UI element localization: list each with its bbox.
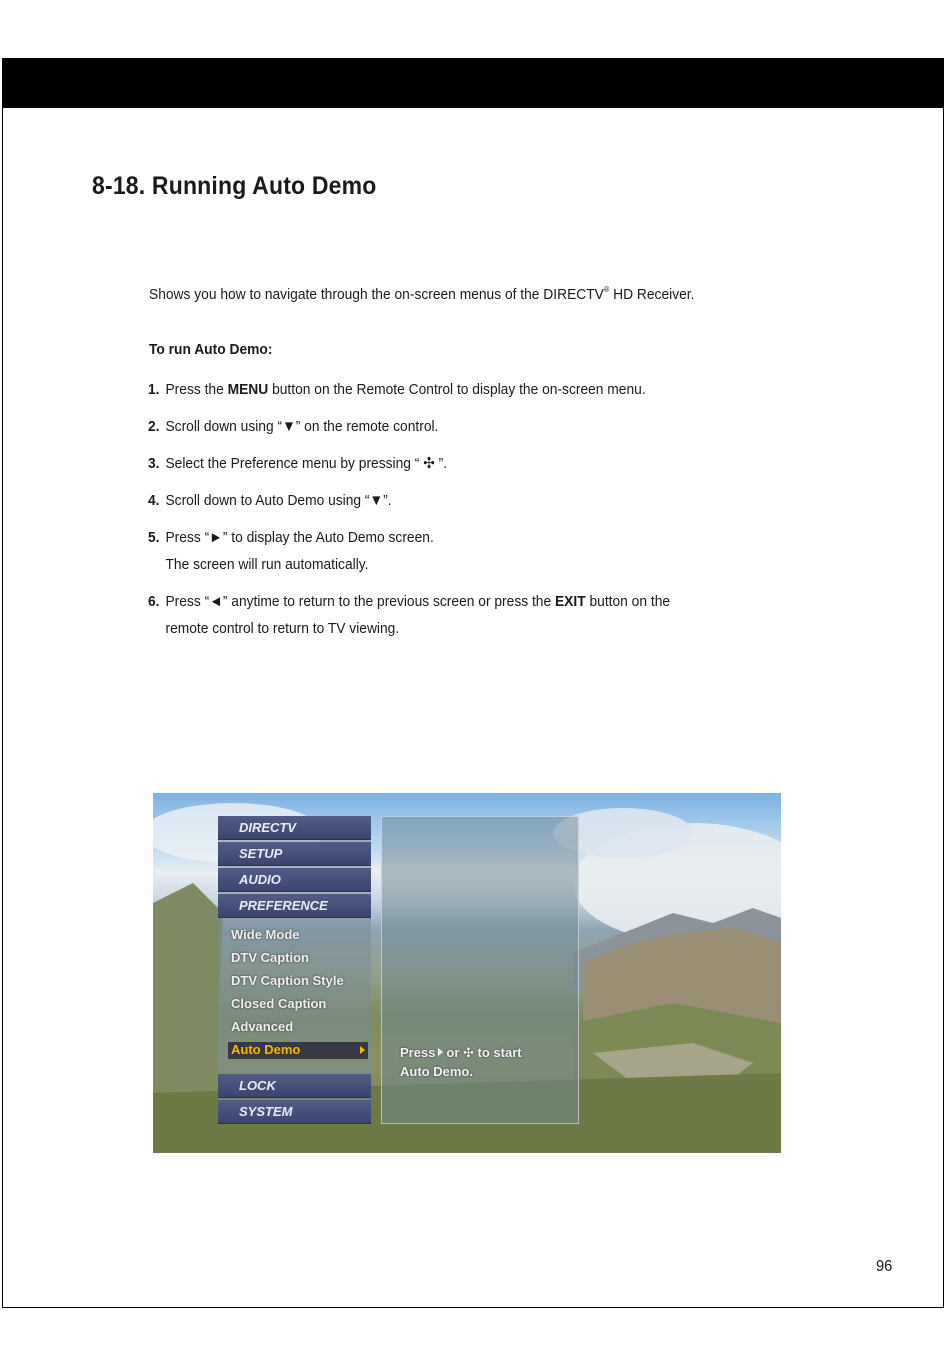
step-number: 1. [148,381,160,398]
step-number: 6. [148,593,160,610]
page-number: 96 [876,1258,893,1275]
subheading: To run Auto Demo: [149,341,273,358]
exit-button-name: EXIT [554,593,586,610]
step-number: 3. [148,455,160,472]
intro-part-1: Shows you how to navigate through the on-screen menus of the DIRECTV [149,286,604,303]
submenu-advanced[interactable]: Advanced [231,1019,294,1034]
tv-screenshot [153,793,781,1153]
page-title: 8-18. Running Auto Demo [92,172,377,200]
menu-item-system[interactable]: SYSTEM [218,1100,371,1124]
submenu-auto-demo[interactable] [228,1042,368,1059]
submenu-dtv-caption-style[interactable]: DTV Caption Style [231,973,344,988]
intro-text [149,286,694,303]
step-text: Scroll down to Auto Demo using “▼”. [165,492,392,509]
registered-mark: ® [603,285,610,294]
step-continuation: remote control to return to TV viewing. [165,620,400,637]
step-text: Press “◄” anytime to return to the previous screen or press the [165,593,555,610]
step-text: Press “►” to display the Auto Demo screen. [165,529,434,546]
panel-text-start: or ✣ to start [446,1045,522,1060]
panel-instructions [400,1043,522,1081]
submenu-wide-mode[interactable]: Wide Mode [231,927,300,942]
step-number: 5. [148,529,160,546]
right-arrow-icon [360,1046,365,1054]
step-number: 4. [148,492,160,509]
intro-part-2: HD Receiver. [609,286,695,303]
step-text: Press the [165,381,228,398]
submenu-auto-demo-label: Auto Demo [231,1042,301,1057]
step-continuation: The screen will run automatically. [165,556,369,573]
menu-item-lock[interactable]: LOCK [218,1074,371,1098]
submenu-dtv-caption[interactable]: DTV Caption [231,950,309,965]
step-text: Scroll down using “▼” on the remote control. [165,418,439,435]
menu-button-name: MENU [227,381,269,398]
step-number: 2. [148,418,160,435]
step-4 [148,487,392,514]
submenu-closed-caption[interactable]: Closed Caption [231,996,327,1011]
on-screen-menu [218,816,371,1124]
step-2 [148,413,438,440]
panel-text-auto-demo: Auto Demo. [400,1064,473,1079]
menu-item-setup[interactable]: SETUP [218,842,371,866]
menu-item-audio[interactable]: AUDIO [218,868,371,892]
menu-item-directv[interactable]: DIRECTV [218,816,371,840]
step-6 [148,588,670,642]
menu-item-preference[interactable]: PREFERENCE [218,894,371,918]
step-text: button on the Remote Control to display the on-screen menu. [268,381,646,398]
info-panel [381,816,579,1124]
step-3 [148,450,447,477]
step-text: Select the Preference menu by pressing “ ✣ ”. [165,455,448,472]
step-5 [148,524,434,578]
step-text: button on the [585,593,671,610]
panel-text-press: Press [400,1045,436,1060]
right-arrow-icon [438,1048,443,1056]
step-1 [148,376,646,403]
